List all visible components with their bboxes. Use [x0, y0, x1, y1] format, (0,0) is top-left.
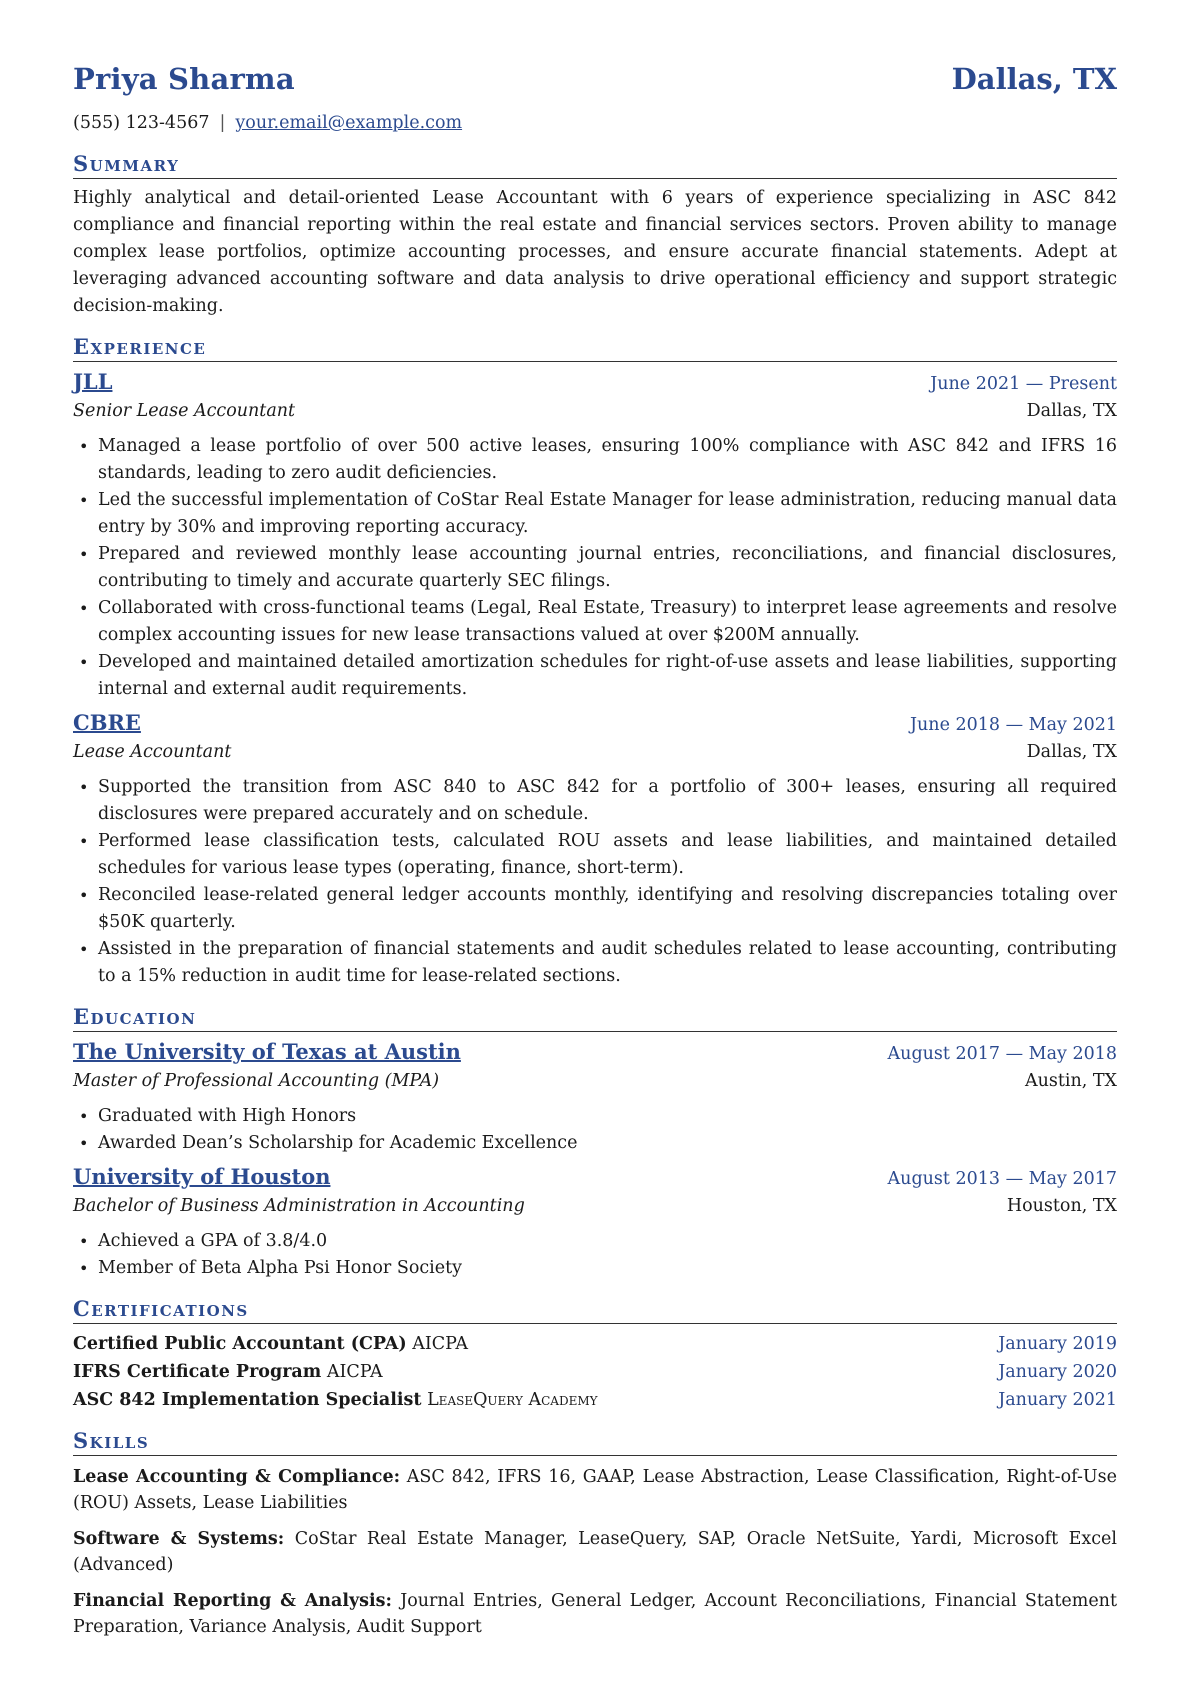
school-location: Houston, TX — [1006, 1196, 1117, 1216]
education-highlights — [73, 1228, 1117, 1282]
experience-entry — [73, 709, 1117, 990]
section-heading-education: Education — [73, 1004, 1117, 1032]
list-item: • Led the successful implementation of CoStar Real Estate Manager for lease administration, reducing manual data entry by 30% and improving reporting accuracy. — [73, 487, 1117, 541]
section-heading-certifications: Certifications — [73, 1296, 1117, 1324]
certification-issuer: AICPA — [326, 1362, 383, 1382]
list-item: • Supported the transition from ASC 840 to ASC 842 for a portfolio of 300+ leases, ensuring all required disclosures were prepared accurately and on schedule. — [73, 774, 1117, 828]
resume-header — [73, 62, 1117, 104]
section-heading-skills: Skills — [73, 1428, 1117, 1456]
job-title: Senior Lease Accountant — [73, 401, 296, 421]
skill-group — [73, 1588, 1117, 1640]
summary-paragraph: Highly analytical and detail-oriented Lease Accountant with 6 years of experience specializing in ASC 842 compliance and financial reporting within the real estate and financial services sectors. Proven ability to manage complex lease portfolios, optimize accounting processes, and ensure accurate financial statements. Adept at leveraging advanced accounting software and data analysis to drive operational efficiency and support strategic decision-making. — [73, 188, 1117, 316]
certification-name: Certified Public Accountant (CPA) — [73, 1334, 407, 1354]
job-title: Lease Accountant — [73, 742, 232, 762]
candidate-name: Priya Sharma — [73, 62, 295, 96]
skills-list — [73, 1464, 1117, 1640]
certification-name: ASC 842 Implementation Specialist — [73, 1390, 422, 1410]
list-item: • Awarded Dean’s Scholarship for Academic Excellence — [73, 1130, 1117, 1157]
skill-group — [73, 1526, 1117, 1578]
degree-title: Master of Professional Accounting (MPA) — [73, 1071, 440, 1091]
skill-group — [73, 1464, 1117, 1516]
study-dates: August 2013 — May 2017 — [887, 1169, 1117, 1189]
achievement-list — [73, 433, 1117, 703]
certification-row — [73, 1386, 1117, 1414]
employment-dates: June 2018 — May 2021 — [910, 715, 1117, 735]
list-item: • Managed a lease portfolio of over 500 active leases, ensuring 100% compliance with ASC 842 and IFRS 16 standards, leading to zero audit deficiencies. — [73, 433, 1117, 487]
school-link[interactable]: The University of Texas at Austin — [73, 1039, 461, 1064]
skill-group-label: Lease Accounting & Compliance: — [73, 1467, 401, 1487]
section-heading-summary: Summary — [73, 151, 1117, 179]
certification-row — [73, 1358, 1117, 1386]
employer-link[interactable]: JLL — [73, 369, 113, 394]
list-item: • Reconciled lease-related general ledger accounts monthly, identifying and resolving discrepancies totaling over $50K quarterly. — [73, 882, 1117, 936]
skill-group-items: CoStar Real Estate Manager, LeaseQuery, SAP, Oracle NetSuite, Yardi, Microsoft Excel (Advanced) — [73, 1529, 1117, 1575]
list-item: • Achieved a GPA of 3.8/4.0 — [73, 1228, 1117, 1255]
section-heading-experience: Experience — [73, 334, 1117, 362]
education-highlights — [73, 1103, 1117, 1157]
list-item: • Member of Beta Alpha Psi Honor Society — [73, 1255, 1117, 1282]
skill-group-items: Journal Entries, General Ledger, Account Reconciliations, Financial Statement Preparation, Variance Analysis, Audit Support — [73, 1591, 1117, 1637]
list-item: • Assisted in the preparation of financial statements and audit schedules related to lease accounting, contributing to a 15% reduction in audit time for lease-related sections. — [73, 936, 1117, 990]
skill-group-label: Financial Reporting & Analysis: — [73, 1591, 392, 1611]
education-entry — [73, 1163, 1117, 1282]
candidate-location: Dallas, TX — [951, 62, 1117, 96]
employer-link[interactable]: CBRE — [73, 710, 141, 735]
certification-row — [73, 1330, 1117, 1358]
skill-group-label: Software & Systems: — [73, 1529, 285, 1549]
skill-group-items: ASC 842, IFRS 16, GAAP, Lease Abstraction, Lease Classification, Right-of-Use (ROU) Assets, Lease Liabilities — [73, 1467, 1117, 1513]
certification-date: January 2020 — [998, 1362, 1117, 1382]
certification-date: January 2019 — [998, 1334, 1117, 1354]
list-item: • Developed and maintained detailed amortization schedules for right-of-use assets and lease liabilities, supporting internal and external audit requirements. — [73, 649, 1117, 703]
certification-list — [73, 1330, 1117, 1414]
list-item: • Collaborated with cross-functional teams (Legal, Real Estate, Treasury) to interpret lease agreements and resolve complex accounting issues for new lease transactions valued at over $200M annually. — [73, 595, 1117, 649]
contact-separator: | — [219, 113, 226, 133]
employment-dates: June 2021 — Present — [930, 374, 1117, 394]
list-item: • Prepared and reviewed monthly lease accounting journal entries, reconciliations, and financial disclosures, contributing to timely and accurate quarterly SEC filings. — [73, 541, 1117, 595]
certification-issuer: AICPA — [412, 1334, 468, 1354]
degree-title: Bachelor of Business Administration in Accounting — [73, 1196, 525, 1216]
email-link[interactable]: your.email@example.com — [235, 113, 463, 133]
job-location: Dallas, TX — [1026, 401, 1117, 421]
achievement-list — [73, 774, 1117, 990]
certification-name: IFRS Certificate Program — [73, 1362, 322, 1382]
certification-date: January 2021 — [998, 1390, 1117, 1410]
school-link[interactable]: University of Houston — [73, 1164, 331, 1189]
experience-entry — [73, 368, 1117, 703]
certification-issuer: LeaseQuery Academy — [427, 1390, 598, 1410]
job-location: Dallas, TX — [1026, 742, 1117, 762]
contact-line — [73, 113, 1117, 137]
list-item: • Performed lease classification tests, calculated ROU assets and lease liabilities, and maintained detailed schedules for various lease types (operating, finance, short-term). — [73, 828, 1117, 882]
school-location: Austin, TX — [1024, 1071, 1117, 1091]
education-entry — [73, 1038, 1117, 1157]
phone-number: (555) 123-4567 — [73, 113, 210, 133]
study-dates: August 2017 — May 2018 — [887, 1044, 1117, 1064]
list-item: • Graduated with High Honors — [73, 1103, 1117, 1130]
